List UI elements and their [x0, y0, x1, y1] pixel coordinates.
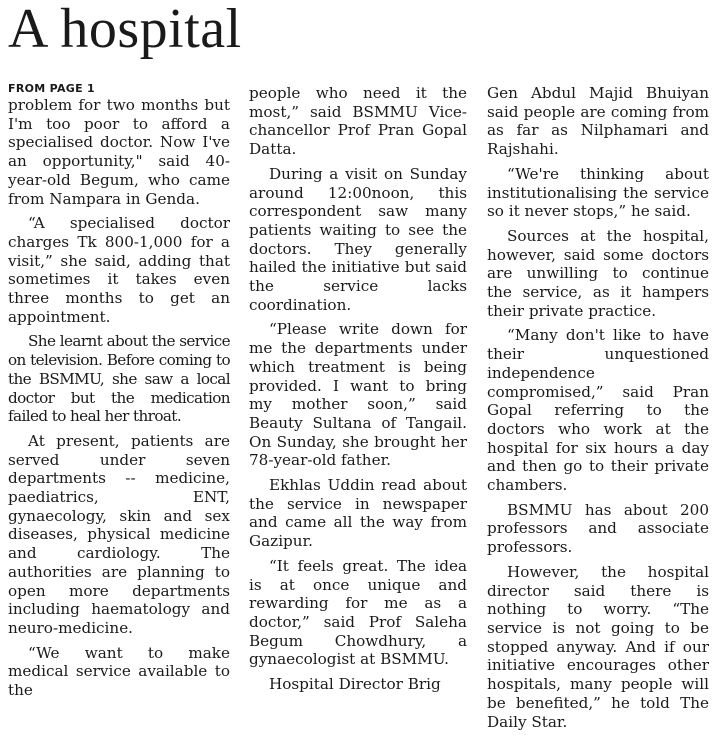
paragraph: “Please write down for me the departments under which treatment is being provided. I want to bring my mother soon,” said Beauty Sultana of Tangail. On Sunday, she brought her 78-year-old father. — [249, 320, 467, 470]
paragraph: She learnt about the service on television. Before coming to the BSMMU, she saw a local doctor but the medication failed to heal her throat. — [8, 332, 230, 426]
paragraph: Sources at the hospital, however, said some doctors are unwilling to continue the service, as it hampers their private practice. — [487, 226, 709, 320]
headline: A hospital — [8, 0, 242, 60]
paragraph: “It feels great. The idea is at once unique and rewarding for me as a doctor,” said Prof Saleha Begum Chowdhury, a gynaecologist at BSMMU. — [249, 556, 467, 669]
paragraph: At present, patients are served under seven departments -- medicine, paediatrics, ENT, gynaecology, skin and sex diseases, physical medicine and cardiology. The authorities are planning to open more departments including haematology and neuro-medicine. — [8, 431, 230, 637]
paragraph: Gen Abdul Majid Bhuiyan said people are coming from as far as Nilphamari and Rajshahi. — [487, 84, 709, 159]
article-column-1 — [8, 82, 230, 706]
article-column-2 — [249, 84, 467, 700]
paragraph: Ekhlas Uddin read about the service in newspaper and came all the way from Gazipur. — [249, 476, 467, 551]
paragraph: “Many don't like to have their unquestioned independence compromised,” said Pran Gopal referring to the doctors who work at the hospital for six hours a day and then go to their private chambers. — [487, 326, 709, 495]
article-column-3 — [487, 84, 709, 737]
paragraph: However, the hospital director said there is nothing to worry. “The service is not going to be stopped anyway. And if our initiative encourages other hospitals, many people will be benefited,” he told The Daily Star. — [487, 562, 709, 731]
paragraph: “We want to make medical service available to the — [8, 643, 230, 700]
paragraph: “We're thinking about institutionalising the service so it never stops,” he said. — [487, 164, 709, 221]
paragraph: “A specialised doctor charges Tk 800-1,000 for a visit,” she said, adding that sometimes it takes even three months to get an appointment. — [8, 214, 230, 326]
paragraph: BSMMU has about 200 professors and associate professors. — [487, 500, 709, 557]
paragraph: Hospital Director Brig — [269, 675, 441, 694]
paragraph: people who need it the most,” said BSMMU Vice-chancellor Prof Pran Gopal Datta. — [249, 84, 467, 159]
continuation-kicker: FROM PAGE 1 — [8, 82, 96, 95]
paragraph: During a visit on Sunday around 12:00noon, this correspondent saw many patients waiting to see the doctors. They generally hailed the initiative but said the service lacks coordination. — [249, 164, 467, 314]
paragraph: problem for two months but I'm too poor to afford a specialised doctor. Now I've an opportunity," said 40-year-old Begum, who came from Nampara in Genda. — [8, 96, 230, 208]
